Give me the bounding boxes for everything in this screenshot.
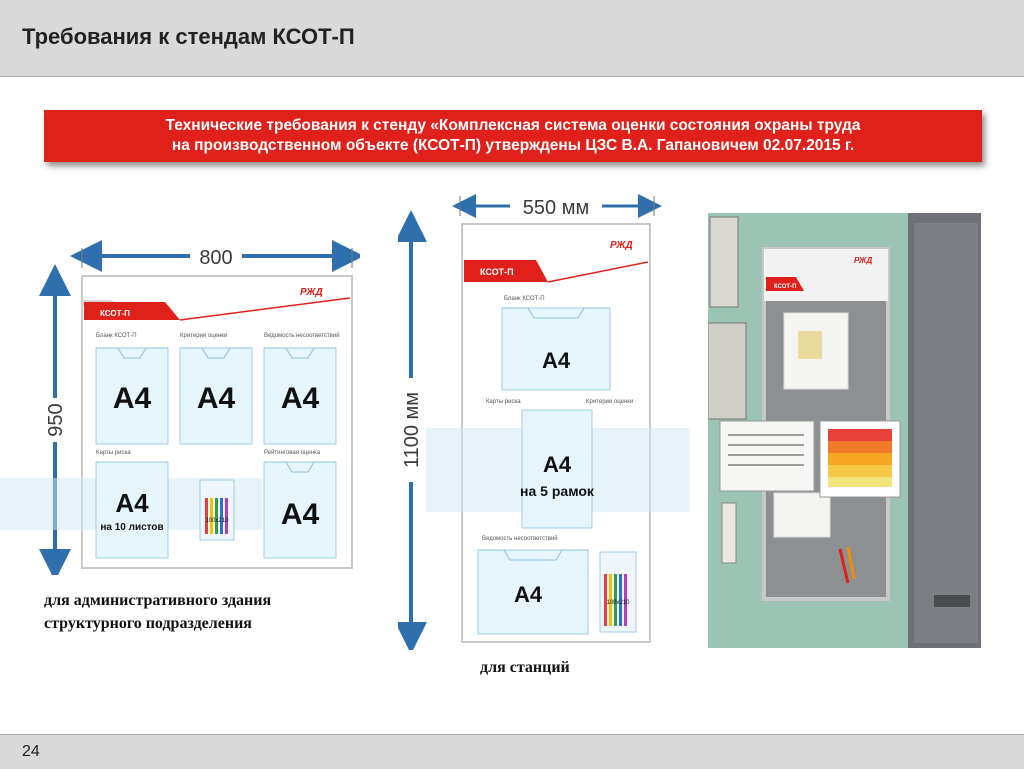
svg-text:100х210: 100х210 bbox=[606, 600, 630, 606]
pocket-label-1: Бланк КСОТ-П bbox=[504, 296, 545, 302]
title-bar bbox=[0, 0, 1024, 77]
pocket-2 bbox=[180, 348, 252, 444]
svg-text:A4: A4 bbox=[542, 452, 572, 477]
requirements-banner bbox=[44, 110, 982, 162]
width-label: 800 bbox=[199, 247, 233, 269]
small-pocket bbox=[200, 480, 234, 540]
pocket-label-3: Критерии оценки bbox=[586, 399, 634, 405]
svg-text:A4: A4 bbox=[115, 488, 149, 518]
svg-text:A4: A4 bbox=[196, 382, 236, 415]
photo-tag: КСОТ-П bbox=[774, 284, 797, 290]
pocket-label-4: Ведомость несоответствий bbox=[482, 536, 558, 542]
svg-text:A4: A4 bbox=[280, 382, 320, 415]
footer-bar bbox=[0, 734, 1024, 769]
rzd-logo: РЖД bbox=[300, 287, 323, 298]
small-pocket bbox=[600, 552, 636, 632]
svg-text:100х210: 100х210 bbox=[205, 518, 229, 524]
pocket-3 bbox=[478, 550, 588, 634]
banner-line-2: на производственном объекте (КСОТ-П) утверждены ЦЗС В.А. Гапановичем 02.07.2015 г. bbox=[171, 137, 855, 154]
photo-logo: РЖД bbox=[854, 256, 873, 265]
svg-text:A4: A4 bbox=[513, 582, 543, 607]
pocket-label-2: Критерии оценки bbox=[180, 333, 228, 339]
pocket-2 bbox=[520, 410, 595, 528]
pocket-4 bbox=[96, 462, 168, 558]
tag-label: КСОТ-П bbox=[100, 309, 130, 318]
pocket-label-3: Ведомость несоответствий bbox=[264, 333, 340, 339]
height-label: 950 bbox=[45, 403, 67, 437]
pocket-subtext: на 10 листов bbox=[100, 522, 164, 533]
admin-stand-diagram bbox=[0, 240, 360, 575]
pocket-1 bbox=[502, 308, 610, 390]
page-number: 24 bbox=[22, 743, 40, 760]
page-title: Требования к стендам КСОТ-П bbox=[22, 24, 355, 49]
station-stand-diagram bbox=[398, 190, 698, 650]
svg-text:A4: A4 bbox=[541, 348, 571, 373]
width-label: 550 мм bbox=[522, 197, 590, 219]
pocket-3 bbox=[264, 348, 336, 444]
station-stand-caption: для станций bbox=[480, 659, 570, 676]
pocket-5 bbox=[264, 462, 336, 558]
pocket-label-2: Карты риска bbox=[486, 399, 521, 405]
admin-stand-caption: для административного здания структурного подразделения bbox=[44, 592, 272, 632]
tag-label: КСОТ-П bbox=[480, 267, 514, 277]
banner-line-1: Технические требования к стенду «Комплексная система оценки состояния охраны труда bbox=[165, 117, 861, 134]
pocket-subtext: на 5 рамок bbox=[520, 483, 594, 499]
pocket-label-4: Карты риска bbox=[96, 450, 131, 456]
pocket-label-1: Бланк КСОТ-П bbox=[96, 333, 137, 339]
pocket-1 bbox=[96, 348, 168, 444]
rzd-logo: РЖД bbox=[610, 240, 633, 251]
installed-stand-photo bbox=[708, 213, 981, 648]
svg-text:A4: A4 bbox=[280, 498, 320, 531]
svg-text:A4: A4 bbox=[112, 382, 152, 415]
height-label: 1100 мм bbox=[401, 391, 423, 469]
tag-ribbon bbox=[84, 302, 180, 320]
pocket-label-5: Рейтинговая оценка bbox=[264, 450, 321, 456]
